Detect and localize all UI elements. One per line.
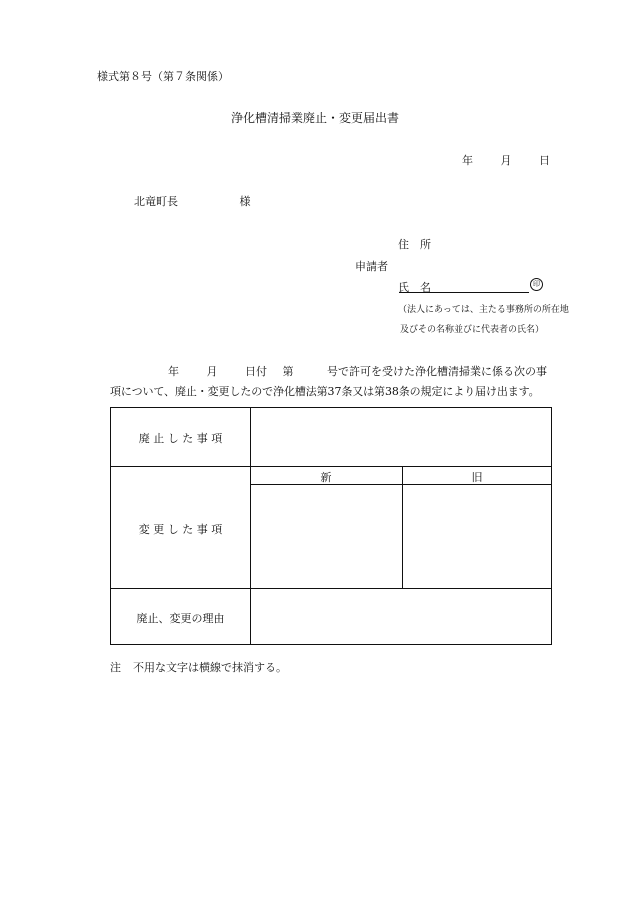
old-column-header: 旧 — [471, 471, 483, 484]
name-label: 氏 名 — [398, 281, 431, 294]
changed-items-label: 変 更 し た 事 項 — [138, 523, 223, 536]
recipient-honorific: 様 — [239, 195, 251, 208]
footnote — [110, 659, 287, 675]
corporation-note-line2: 及びその名称並びに代表者の氏名） — [400, 325, 545, 335]
recipient-name: 北竜町長 — [134, 195, 178, 208]
corporation-note-line1: （法人にあっては、主たる事務所の所在地 — [398, 305, 569, 315]
body-year: 年 — [168, 365, 179, 378]
body-number-prefix: 第 — [282, 365, 294, 378]
body-date-suffix: 日付 — [245, 365, 267, 378]
body-line1-rest: 号で許可を受けた浄化槽清掃業に係る次の事 — [327, 365, 547, 378]
body-text-line2: 項について、廃止・変更したので浄化槽法第37条又は第38条の規定により届け出ます。 — [110, 385, 540, 398]
form-number: 様式第８号（第７条関係） — [97, 70, 229, 83]
date-day: 日 — [539, 154, 550, 167]
applicant-label: 申請者 — [355, 260, 388, 273]
reason-field[interactable] — [251, 589, 551, 644]
recipient — [134, 193, 251, 209]
new-value-field[interactable] — [251, 485, 402, 588]
new-column-header: 新 — [320, 471, 332, 484]
footnote-text: 不用な文字は横線で抹消する。 — [133, 661, 287, 674]
document-title: 浄化槽清掃業廃止・変更届出書 — [230, 111, 399, 125]
address-label: 住 所 — [398, 238, 431, 251]
name-underline — [399, 292, 529, 293]
old-value-field[interactable] — [403, 485, 551, 588]
date-line — [462, 152, 550, 168]
table-divider-row1 — [111, 466, 551, 467]
seal-mark: 印 — [530, 278, 543, 291]
body-text-line1 — [168, 363, 547, 379]
body-month: 月 — [206, 365, 218, 378]
form-table — [110, 407, 552, 645]
date-month: 月 — [500, 154, 512, 167]
abolished-items-field[interactable] — [251, 408, 551, 466]
reason-label: 廃止、変更の理由 — [136, 612, 225, 625]
footnote-mark: 注 — [110, 661, 121, 674]
abolished-items-label: 廃 止 し た 事 項 — [138, 432, 223, 445]
date-year: 年 — [462, 154, 473, 167]
